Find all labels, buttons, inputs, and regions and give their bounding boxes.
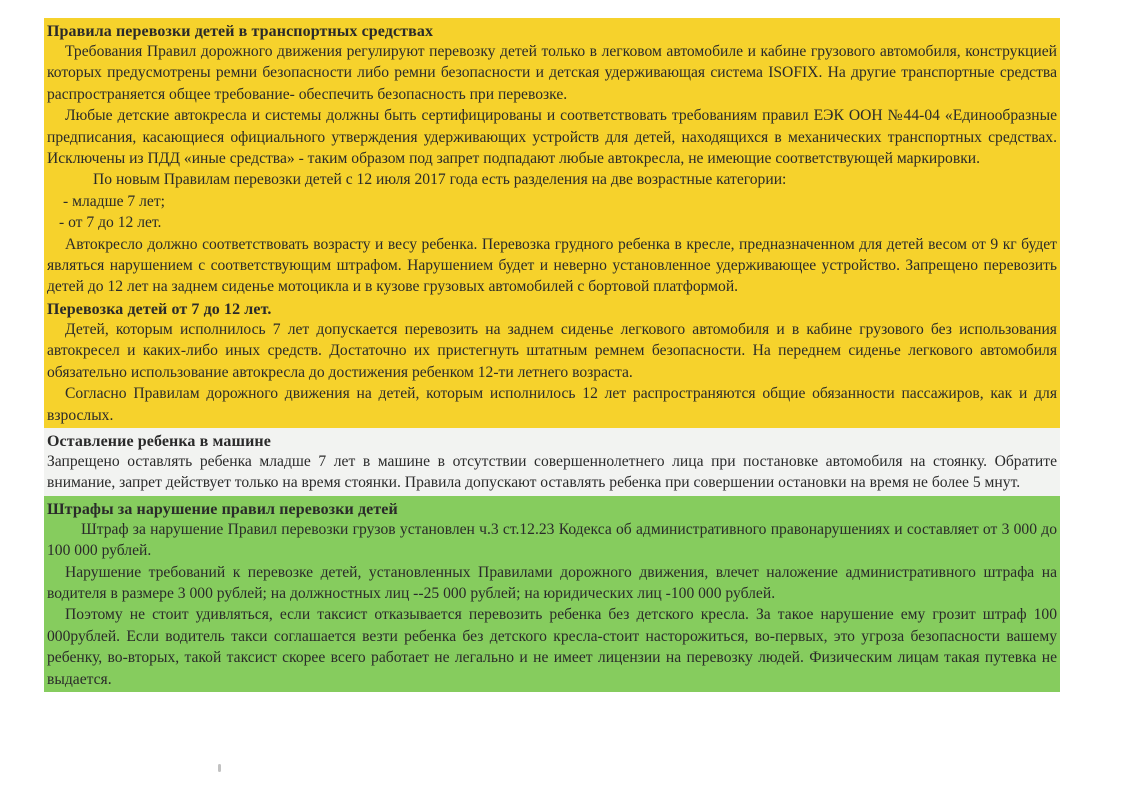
paragraph: Детей, которым исполнилось 7 лет допускается перевозить на заднем сиденье легкового автомобиля и в кабине грузового без использования автокресел и каких-либо иных средств. Достаточно их пристегнуть штатным ремнем безопасности. На переднем сиденье легкового автомобиля обязательно использование автокресла до достижения ребенком 12-ти летнего возраста.	[47, 320, 1057, 381]
list-item: - младше 7 лет;	[63, 192, 165, 210]
document	[44, 18, 1060, 692]
paragraph: Автокресло должно соответствовать возрасту и весу ребенка. Перевозка грудного ребенка в кресле, предназначенном для детей весом от 9 кг будет являться нарушением с соответствующим штрафом. Нарушением будет и неверно установленное удерживающее устройство. Запрещено перевозить детей до 12 лет на заднем сиденье мотоцикла и в кузове грузовых автомобилей с бортовой платформой.	[47, 235, 1057, 296]
section-title: Перевозка детей от 7 до 12 лет.	[47, 300, 272, 318]
paragraph: Любые детские автокресла и системы должны быть сертифицированы и соответствовать требованиям правил ЕЭК ООН №44-04 «Единообразные предписания, касающиеся официального утверждения удерживающих устройств для детей, находящихся в механических транспортных средствах. Исключены из ПДД «иные средства» - таким образом под запрет подпадают любые автокресла, не имеющие соответствующей маркировки.	[47, 107, 1057, 168]
paragraph: Согласно Правилам дорожного движения на детей, которым исполнилось 12 лет распространяются общие обязанности пассажиров, как и для взрослых.	[47, 385, 1057, 424]
scan-speck	[218, 764, 221, 772]
section-title: Оставление ребенка в машине	[47, 432, 271, 450]
paragraph: Нарушение требований к перевозке детей, установленных Правилами дорожного движения, влечет наложение административного штрафа на водителя в размере 3 000 рублей; на должностных лиц --25 000 рублей; на юридических лиц -100 000 рублей.	[47, 563, 1057, 602]
section-age-7-12	[44, 300, 1060, 428]
paragraph: Поэтому не стоит удивляться, если таксист отказывается перевозить ребенка без детского кресла. За такое нарушение ему грозит штраф 100 000рублей. Если водитель такси соглашается везти ребенка без детского кресла-стоит насторожиться, во-первых, это угроза безопасности вашему ребенку, во-вторых, такой таксист скорее всего работает не легально и не имеет лицензии на перевозку людей. Физическим лицам такая путевка не выдается.	[47, 606, 1057, 688]
section-fines	[44, 496, 1060, 692]
section-title: Штрафы за нарушение правил перевозки детей	[47, 500, 398, 518]
section-title: Правила перевозки детей в транспортных средствах	[47, 23, 434, 40]
paragraph: Штраф за нарушение Правил перевозки грузов установлен ч.3 ст.12.23 Кодекса об административного правонарушениях и составляет от 3 000 до 100 000 рублей.	[47, 520, 1057, 560]
list-item: - от 7 до 12 лет.	[59, 214, 162, 232]
paragraph: Требования Правил дорожного движения регулируют перевозку детей только в легковом автомобиле и кабине грузового автомобиля, конструкцией которых предусмотрены ремни безопасности либо ремни безопасности и детская удерживающая система ISOFIX. На другие транспортные средства распространяется общее требование- обеспечить безопасность при перевозке.	[47, 43, 1057, 103]
section-child-in-car	[44, 428, 1060, 496]
paragraph: Запрещено оставлять ребенка младше 7 лет в машине в отсутствии совершеннолетнего лица при постановке автомобиля на стоянку. Обратите внимание, запрет действует только на время стоянки. Правила допускают оставлять ребенка при совершении остановки на время не более 5 мнут.	[47, 452, 1057, 492]
section-transport-rules	[44, 18, 1060, 300]
paragraph: По новым Правилам перевозки детей с 12 июля 2017 года есть разделения на две возрастные категории:	[93, 171, 787, 189]
